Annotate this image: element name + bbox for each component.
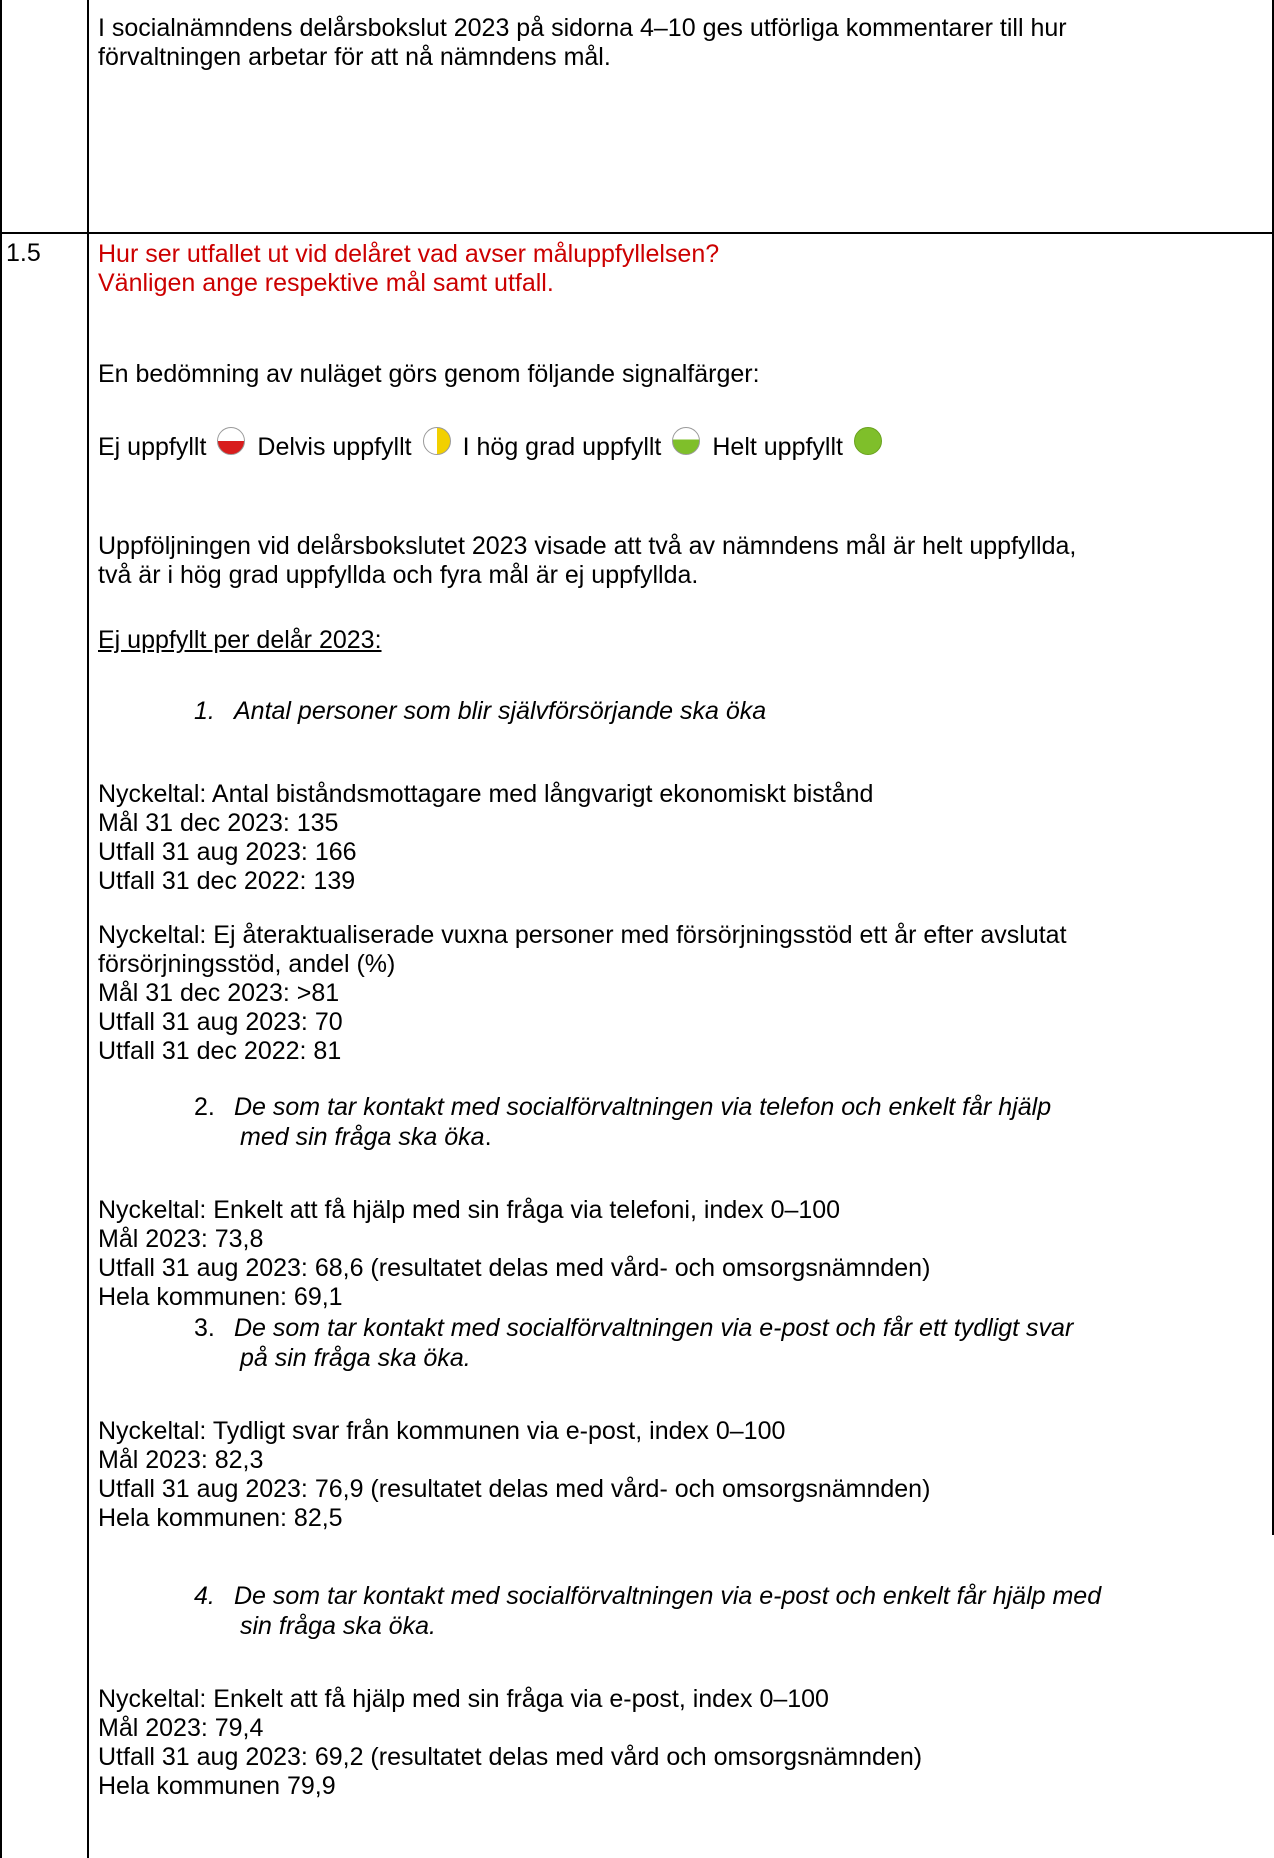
goal-1-metric-2 [98,921,1258,1066]
goal-title-line-1: De som tar kontakt med socialförvaltningen via e-post och får ett tydligt svar [234,1314,1074,1342]
metric-line: Mål 2023: 82,3 [98,1446,264,1474]
signal-legend [98,427,894,467]
metric-line: Nyckeltal: Ej återaktualiserade vuxna personer med försörjningsstöd ett år efter avslutat [98,921,1067,949]
metric-line: Nyckeltal: Enkelt att få hjälp med sin fråga via telefoni, index 0–100 [98,1196,841,1224]
metric-line: Utfall 31 aug 2023: 166 [98,838,357,866]
red-half-circle-icon [217,427,245,455]
metric-line: Hela kommunen 79,9 [98,1772,336,1800]
table-left-border [0,0,2,1858]
goal-4-title [194,1581,1101,1641]
goal-2-title: 2. De som tar kontakt med socialförvaltningen via telefon och enkelt får hjälp med sin fråga ska öka. [194,1093,1052,1151]
metric-line: Nyckeltal: Antal biståndsmottagare med långvarigt ekonomiskt bistånd [98,780,874,808]
section-heading [98,626,1258,655]
summary-line-2: två är i hög grad uppfyllda och fyra mål är ej uppfyllda. [98,561,699,589]
signal-label-ej-uppfyllt: Ej uppfyllt [98,432,207,461]
metric-line: Mål 2023: 73,8 [98,1225,264,1253]
green-full-circle-icon [854,427,882,455]
goal-title-line-2: sin fråga ska öka. [240,1612,436,1640]
goal-title-line-2: med sin fråga ska öka [240,1123,485,1151]
question-line-1: Hur ser utfallet ut vid delåret vad avser måluppfyllelsen? [98,240,720,268]
assessment-intro-text: En bedömning av nuläget görs genom följande signalfärger: [98,360,760,388]
summary-text [98,532,1258,590]
goal-number: 4. [194,1582,215,1610]
goal-2-metric [98,1196,1258,1312]
goal-4-metric [98,1685,1258,1801]
top-row-line-1: I socialnämndens delårsbokslut 2023 på sidorna 4–10 ges utförliga kommentarer till hur [98,14,1067,42]
metric-line: Nyckeltal: Tydligt svar från kommunen via e-post, index 0–100 [98,1417,786,1445]
signal-label-hog-grad-uppfyllt: I hög grad uppfyllt [462,432,662,461]
metric-line: Mål 31 dec 2023: 135 [98,809,339,837]
metric-line: Hela kommunen: 69,1 [98,1283,343,1311]
metric-line: Mål 2023: 79,4 [98,1714,264,1742]
goal-1-metric-1 [98,780,1258,896]
top-row-line-2: förvaltningen arbetar för att nå nämndens mål. [98,43,611,71]
metric-line: Utfall 31 dec 2022: 81 [98,1037,342,1065]
goal-title-line-1: De som tar kontakt med socialförvaltningen via e-post och enkelt får hjälp med [234,1582,1102,1610]
metric-line: försörjningsstöd, andel (%) [98,950,396,978]
top-row-text [98,14,1258,72]
assessment-intro [98,360,1258,389]
metric-line: Hela kommunen: 82,5 [98,1504,343,1532]
green-half-circle-icon [672,427,700,455]
table-row-divider [0,232,1274,234]
question-line-2: Vänligen ange respektive mål samt utfall. [98,269,554,297]
summary-line-1: Uppföljningen vid delårsbokslutet 2023 visade att två av nämndens mål är helt uppfyllda, [98,532,1077,560]
metric-line: Utfall 31 aug 2023: 69,2 (resultatet delas med vård och omsorgsnämnden) [98,1743,923,1771]
signal-label-delvis-uppfyllt: Delvis uppfyllt [257,432,412,461]
goal-number: 1. [194,697,215,725]
row-number: 1.5 [6,239,41,267]
metric-line: Utfall 31 dec 2022: 139 [98,867,356,895]
goal-3-title [194,1313,1073,1373]
metric-line: Utfall 31 aug 2023: 70 [98,1008,343,1036]
metric-line: Nyckeltal: Enkelt att få hjälp med sin fråga via e-post, index 0–100 [98,1685,829,1713]
goal-title-line-1: De som tar kontakt med socialförvaltningen via telefon och enkelt får hjälp [234,1093,1052,1121]
metric-line: Mål 31 dec 2023: >81 [98,979,340,1007]
metric-line: Utfall 31 aug 2023: 68,6 (resultatet delas med vård- och omsorgsnämnden) [98,1254,931,1282]
metric-line: Utfall 31 aug 2023: 76,9 (resultatet delas med vård- och omsorgsnämnden) [98,1475,931,1503]
goal-title: Antal personer som blir självförsörjande ska öka [234,697,767,725]
table-column-divider [87,0,89,1858]
question-text [98,240,1258,298]
goal-1-title [194,696,766,726]
goal-title-line-2: på sin fråga ska öka. [240,1344,471,1372]
section-heading-text: Ej uppfyllt per delår 2023: [98,626,382,654]
yellow-half-circle-icon [423,427,451,455]
goal-number: 3. [194,1314,215,1342]
goal-3-metric [98,1417,1258,1533]
signal-label-helt-uppfyllt: Helt uppfyllt [712,432,843,461]
goal-number: 2. [194,1093,215,1121]
